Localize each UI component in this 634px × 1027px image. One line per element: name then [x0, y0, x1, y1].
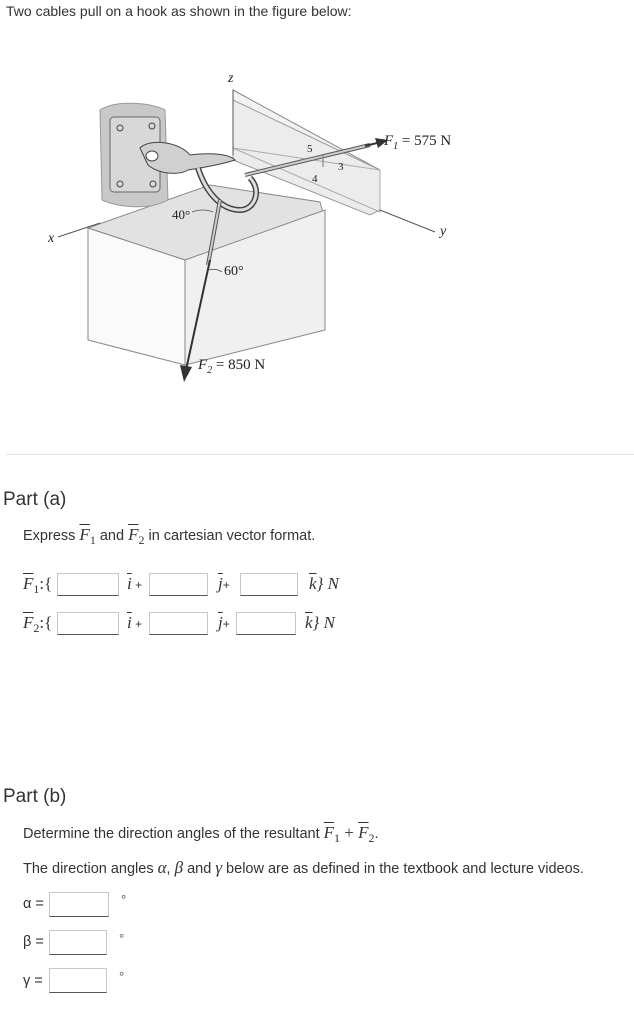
f2-i-input[interactable]: [57, 612, 119, 635]
f1-j-unit: $\overline{j}+$: [218, 574, 230, 593]
angle-60-label: 60°: [224, 264, 244, 279]
part-a-title: Part (a): [3, 489, 67, 510]
f2-row-label: $\overline{F}_2$:{: [23, 613, 53, 636]
f2-label: $F_2 = 850$ N: [198, 357, 266, 376]
label-x: x: [48, 231, 55, 246]
f2-j-unit: $\overline{j}+$: [218, 613, 230, 632]
f1-k-input[interactable]: [240, 573, 298, 596]
f1-label: $F_1 = 575$ N: [384, 133, 452, 152]
beta-degree: °: [119, 931, 125, 946]
part-b-instructions: Determine the direction angles of the resultant $\overline{F}_1 + \overline{F}_2$.: [23, 823, 379, 845]
part-b-title: Part (b): [3, 786, 67, 807]
part-b-angles-note: The direction angles α, β and γ below are as defined in the textbook and lecture videos.: [23, 858, 584, 877]
f2-k-input[interactable]: [236, 612, 296, 635]
alpha-label: α =: [23, 896, 44, 912]
label-z: z: [228, 71, 234, 86]
f1-row-label: $\overline{F}_1$:{: [23, 574, 53, 597]
angle-40-label: 40°: [172, 207, 191, 222]
alpha-degree: °: [121, 892, 127, 907]
label-4: 4: [312, 173, 318, 185]
label-5: 5: [307, 143, 313, 155]
gamma-label: γ =: [23, 973, 43, 989]
f1-k-unit: $\overline{k}$} N: [309, 574, 339, 593]
beta-label: β =: [23, 934, 44, 950]
f1-j-input[interactable]: [149, 573, 208, 596]
hook-figure: [40, 60, 540, 390]
f2-i-unit: $\overline{i}$ +: [127, 613, 143, 632]
label-y: y: [440, 224, 447, 239]
f1-i-unit: $\overline{i}$ +: [127, 574, 143, 593]
gamma-degree: °: [119, 969, 125, 984]
intro-text: Two cables pull on a hook as shown in the figure below:: [6, 3, 352, 19]
beta-input[interactable]: [49, 930, 107, 955]
alpha-input[interactable]: [49, 892, 109, 917]
label-3: 3: [338, 161, 344, 173]
section-divider: [6, 454, 634, 455]
f1-i-input[interactable]: [57, 573, 119, 596]
gamma-input[interactable]: [49, 968, 107, 993]
f2-j-input[interactable]: [149, 612, 208, 635]
f2-k-unit: $\overline{k}$} N: [305, 613, 335, 632]
part-a-instructions: Express $\overline{F}_1$ and $\overline{F}_2$ in cartesian vector format.: [23, 525, 316, 547]
